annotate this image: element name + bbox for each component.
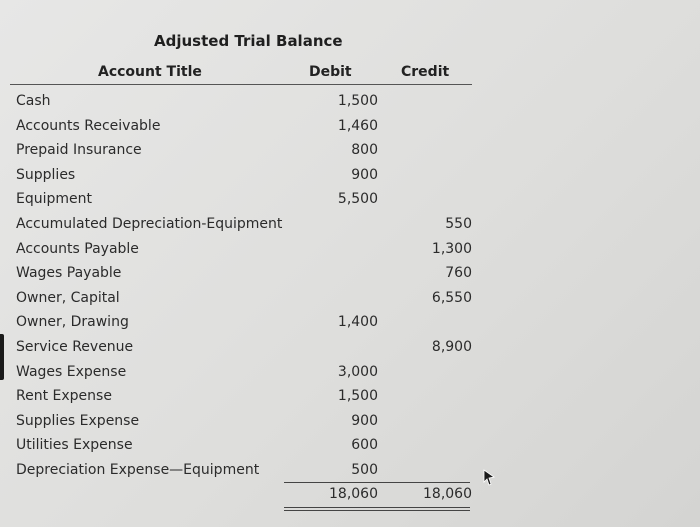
table-row <box>0 237 700 262</box>
debit-amount: 600 <box>351 437 378 454</box>
account-name: Wages Payable <box>16 265 122 282</box>
credit-amount: 760 <box>445 265 472 282</box>
account-name: Wages Expense <box>16 363 127 380</box>
debit-amount: 1,400 <box>337 314 378 331</box>
credit-amount: 1,300 <box>431 240 472 257</box>
account-name: Prepaid Insurance <box>16 142 142 159</box>
account-rows <box>0 89 700 483</box>
account-name: Supplies <box>16 166 76 183</box>
pointer-arrow-icon <box>482 468 496 486</box>
credit-header: Credit <box>401 64 450 80</box>
account-name: Owner, Capital <box>16 289 120 306</box>
table-row <box>0 433 700 458</box>
account-name: Owner, Drawing <box>16 314 129 331</box>
table-row <box>0 261 700 286</box>
debit-amount: 1,460 <box>337 117 378 134</box>
total-single-rule <box>284 482 470 483</box>
account-name: Utilities Expense <box>16 437 133 454</box>
account-name: Cash <box>16 93 51 109</box>
account-name: Service Revenue <box>16 338 134 355</box>
account-name: Accounts Payable <box>16 240 139 257</box>
table-title: Adjusted Trial Balance <box>154 32 343 50</box>
table-row <box>0 114 700 139</box>
table-row <box>0 335 700 360</box>
account-name: Rent Expense <box>16 388 112 405</box>
table-row <box>0 286 700 311</box>
total-double-rule-bottom <box>284 510 470 511</box>
debit-amount: 800 <box>351 142 378 159</box>
table-row <box>0 138 700 163</box>
debit-amount: 500 <box>351 461 378 478</box>
table-row <box>0 187 700 212</box>
table-row <box>0 360 700 385</box>
table-row <box>0 458 700 483</box>
table-row <box>0 384 700 409</box>
debit-amount: 900 <box>351 166 378 183</box>
table-row <box>0 212 700 237</box>
debit-amount: 1,500 <box>337 388 378 405</box>
table-row <box>0 310 700 335</box>
total-debit: 18,060 <box>329 486 378 502</box>
account-name: Depreciation Expense—Equipment <box>16 461 260 478</box>
table-row <box>0 163 700 188</box>
table-row <box>0 409 700 434</box>
edge-mark <box>0 334 4 380</box>
account-name: Equipment <box>16 191 92 208</box>
debit-header: Debit <box>309 64 352 80</box>
credit-amount: 6,550 <box>431 289 472 306</box>
total-double-rule-top <box>284 507 470 508</box>
debit-amount: 5,500 <box>337 191 378 208</box>
credit-amount: 550 <box>445 215 472 232</box>
account-name: Supplies Expense <box>16 412 140 429</box>
account-title-header: Account Title <box>98 64 202 80</box>
debit-amount: 900 <box>351 412 378 429</box>
table-row <box>0 89 700 114</box>
account-name: Accounts Receivable <box>16 117 161 134</box>
account-name: Accumulated Depreciation-Equipment <box>16 215 283 232</box>
total-credit: 18,060 <box>423 486 472 502</box>
credit-amount: 8,900 <box>431 338 472 355</box>
header-underline <box>10 84 472 85</box>
debit-amount: 1,500 <box>337 93 378 109</box>
debit-amount: 3,000 <box>337 363 378 380</box>
